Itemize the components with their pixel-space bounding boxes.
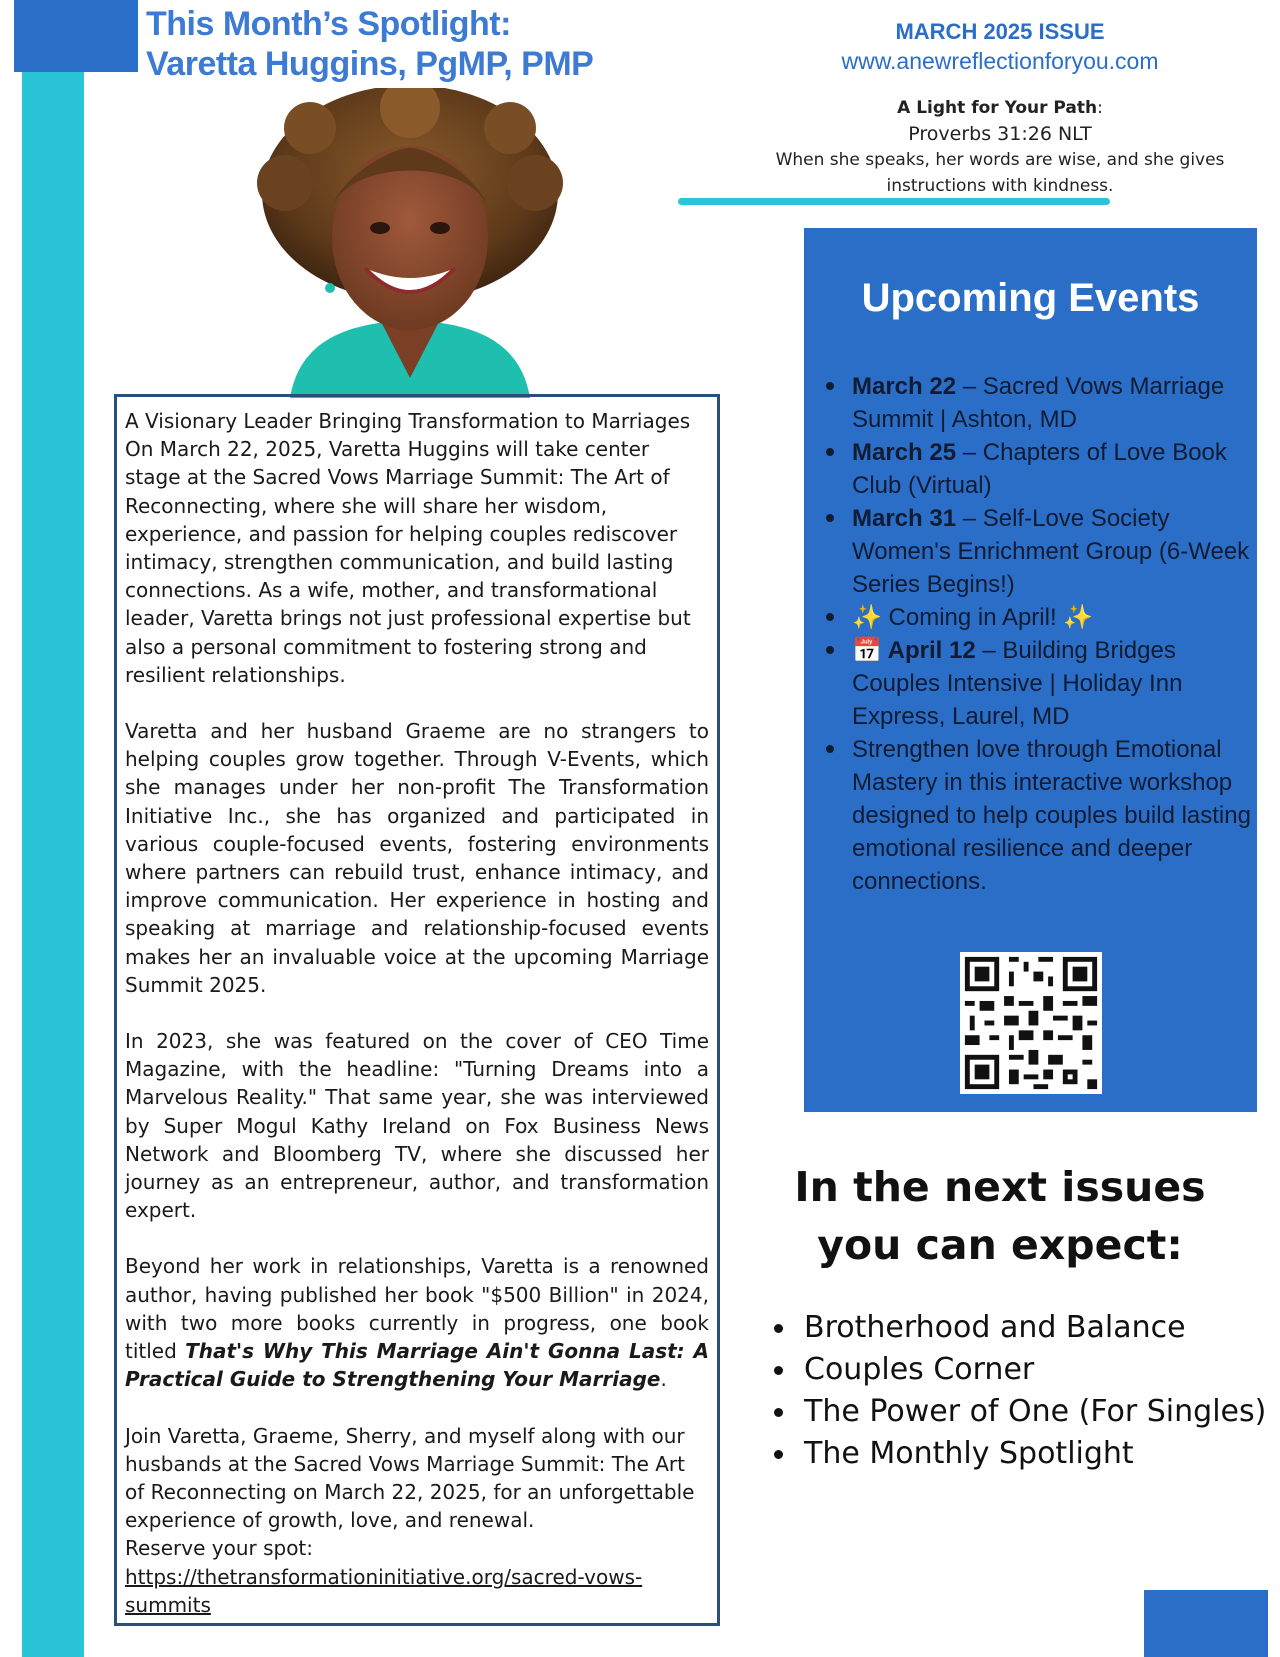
verse-block: [748, 95, 1252, 199]
reserve-link[interactable]: https://thetransformationinitiative.org/sacred-vows-summits: [125, 1564, 643, 1617]
portrait-photo: [230, 88, 590, 398]
article-paragraph-1: On March 22, 2025, Varetta Huggins will take center stage at the Sacred Vows Marriage Summit: The Art of Reconnecting, where she will share her wisdom, experience, and passion for helping couples rediscover intimacy, strengthen communication, and build lasting connections. As a wife, mother, and transformational leader, Varetta brings not just professional expertise but also a personal commitment to fostering strong and resilient relationships.: [125, 437, 691, 687]
book-title: That's Why This Marriage Ain't Gonna Last: A Practical Guide to Strengthening Your Marriage: [125, 1339, 709, 1392]
next-issues-title: In the next issues you can expect:: [794, 1163, 1206, 1269]
upcoming-events-panel: [804, 228, 1257, 1112]
event-date: 📅 April 12: [852, 637, 976, 664]
events-title: Upcoming Events: [861, 276, 1200, 320]
next-issue-item: The Monthly Spotlight: [770, 1433, 1270, 1475]
event-text: – Chapters of Love Book Club (Virtual): [852, 439, 1227, 499]
event-date: March 22: [852, 373, 957, 400]
article-paragraph-5: Join Varetta, Graeme, Sherry, and myself along with our husbands at the Sacred Vows Marriage Summit: The Art of Reconnecting on March 22, 2025, for an unforgettable experience of growth, love, and renewal.: [125, 1423, 695, 1533]
reserve-label: Reserve your spot:: [125, 1536, 314, 1561]
event-date: March 25: [852, 439, 957, 466]
title-line-2: Varetta Huggins, PgMP, PMP: [146, 45, 594, 83]
event-item: [852, 634, 1252, 733]
event-text: – Sacred Vows Marriage Summit | Ashton, MD: [852, 373, 1225, 433]
event-item: [852, 502, 1252, 601]
event-date: March 31: [852, 505, 957, 532]
event-item: [852, 733, 1252, 898]
article-p4-end: .: [660, 1367, 667, 1392]
event-text: ✨ Coming in April! ✨: [852, 604, 1094, 631]
event-text: – Building Bridges Couples Intensive | Holiday Inn Express, Laurel, MD: [852, 637, 1183, 730]
verse-label: A Light for Your Path: [897, 98, 1098, 118]
events-list: [852, 370, 1252, 898]
verse-text: When she speaks, her words are wise, and she gives instructions with kindness.: [775, 150, 1225, 196]
article-paragraph-2: Varetta and her husband Graeme are no strangers to helping couples grow together. Through V-Events, which she manages under her non-profit The Transformation Initiative Inc., she has organized and participated in various couple-focused events, fostering environments where partners can rebuild trust, enhance intimacy, and improve communication. Her experience in hosting and speaking at marriage and relationship-focused events makes her an invaluable voice at the upcoming Marriage Summit 2025.: [125, 719, 709, 997]
qr-code[interactable]: [960, 952, 1102, 1094]
verse-divider: [678, 198, 1110, 205]
verse-reference: Proverbs 31:26 NLT: [908, 123, 1092, 145]
article-paragraph-4: [125, 1252, 709, 1393]
article-p4-text: Beyond her work in relationships, Varetta is a renowned author, having published her book "$500 Billion" in 2024, with two more books currently in progress, one book titled: [125, 1254, 709, 1364]
verse-label-colon: :: [1097, 98, 1103, 118]
event-item: [852, 370, 1252, 436]
issue-label: MARCH 2025 ISSUE: [895, 19, 1105, 44]
event-item: [852, 601, 1252, 634]
next-issue-item: Couples Corner: [770, 1349, 1270, 1391]
page-title: [146, 4, 706, 84]
website-link[interactable]: www.anewreflectionforyou.com: [841, 48, 1159, 74]
article-box: [114, 394, 720, 1626]
article-paragraph-3: In 2023, she was featured on the cover of CEO Time Magazine, with the headline: "Turning Dreams into a Marvelous Reality." That same year, she was interviewed by Super Mogul Kathy Ireland on Fox Business News Network and Bloomberg TV, where she discussed her journey as an entrepreneur, author, and transformation expert.: [125, 1029, 709, 1223]
article-heading: A Visionary Leader Bringing Transformation to Marriages: [125, 409, 691, 433]
event-item: [852, 436, 1252, 502]
next-issues-list: [770, 1307, 1270, 1475]
top-left-accent-block: [14, 0, 138, 72]
next-issue-item: The Power of One (For Singles): [770, 1391, 1270, 1433]
event-text: Strengthen love through Emotional Mastery in this interactive workshop designed to help couples build lasting emotional resilience and deeper connections.: [852, 736, 1251, 895]
bottom-right-accent-block: [1144, 1590, 1268, 1657]
next-issue-item: Brotherhood and Balance: [770, 1307, 1270, 1349]
event-text: – Self-Love Society Women's Enrichment Group (6-Week Series Begins!): [852, 505, 1250, 598]
title-line-1: This Month’s Spotlight:: [146, 5, 511, 43]
left-accent-stripe: [22, 0, 84, 1657]
